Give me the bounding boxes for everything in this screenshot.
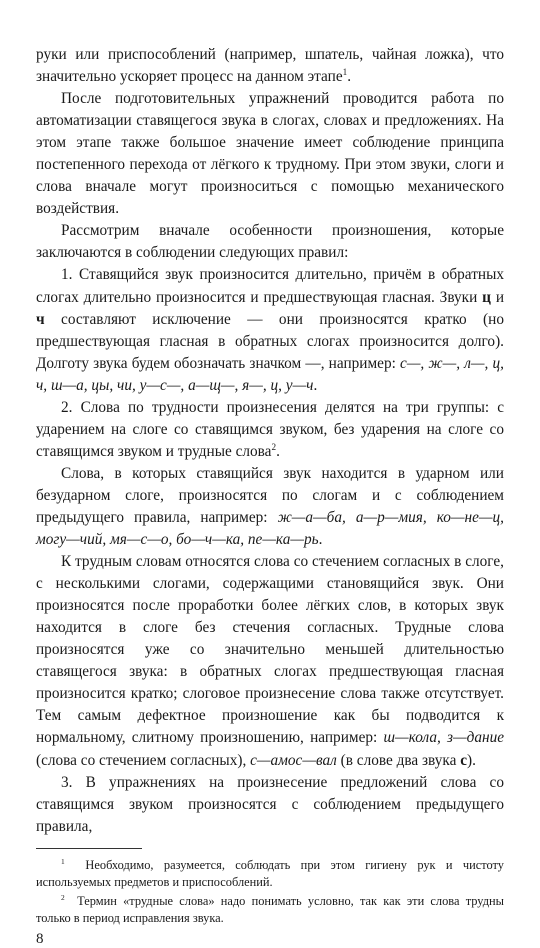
footnote-ref-2: 2 xyxy=(271,441,277,452)
example-hard-words: ш—кола, з—дание xyxy=(383,729,505,747)
rule-2: 2. Слова по трудности произнесения делятся на три группы: с ударением на слоге со ставящимся звуком, без ударения на слоге со ставящимся звуком и трудные слова$^2$. xyxy=(36,398,504,460)
footnote-ref-1: 1 xyxy=(342,66,348,77)
example-sounds: с—, ж—, л—, ц, ч, ш—а, цы, чи, у—с—, а—щ—, я—, ц, у—ч xyxy=(36,354,504,394)
paragraph-1: руки или приспособлений (например, шпатель, чайная ложка), что значительно ускоряет процесс на данном этапе$^1$. xyxy=(36,46,504,86)
page-number: 8 xyxy=(36,930,44,947)
paragraph-6: Слова, в которых ставящийся звук находится в ударном или безударном слоге, произносятся по слогам и с соблюдением предыдущего правила, например: ж—а—ба, а—р—мия, ко—не—ц, могу—чий, мя—с—о, бо—ч—ка, пе—ка—рь. xyxy=(36,464,504,549)
example-hard-word-2: с—амос—вал xyxy=(250,751,337,769)
rule-1: 1. Ставящийся звук произносится длительно, причём в обратных слогах длительно произносится и предшествующая гласная. Звуки ц и ч составляют исключение — они произносятся кратко (но предшествующая гласная в обратных слогах произносится долго). Долготу звука будем обозначать значком —, например: с—, ж—, л—, ц, ч, ш—а, цы, чи, у—с—, а—щ—, я—, ц, у—ч. xyxy=(36,266,505,394)
paragraph-7: К трудным словам относятся слова со стечением согласных в слоге, с несколькими слогами, содержащими становящийся звук. Они произносятся после проработки более лёгких слов, в которых звук находится в слоге без стечения согласных. Трудные слова произносятся уже со значительно меньшей длительностью ставящегося звука: в обратных слогах предшествующая гласная произносится кратко; слоговое произнесение слова также отсутствует. Тем самым дефектное произношение как бы подводится к нормальному, слитному произношению, например: ш—кола, з—дание (слова со стечением согласных), с—амос—вал (в слове два звука с). xyxy=(36,553,505,769)
paragraph-3: Рассмотрим вначале особенности произношения, которые заключаются в соблюдении следующих правил: xyxy=(36,222,504,262)
rule-3: 3. В упражнениях на произнесение предложений слова со ставящимся звуком произносятся с соблюдением предыдущего правила, xyxy=(36,773,504,835)
footnote-divider xyxy=(36,848,142,849)
paragraph-2: После подготовительных упражнений проводится работа по автоматизации ставящегося звука в слогах, словах и предложениях. На этом этапе также большое значение имеет соблюдение принципа постепенного перехода от лёгкого к трудному. При этом звуки, слоги и слова вначале могут произноситься с помощью механического воздействия. xyxy=(36,90,504,218)
page-body xyxy=(36,44,504,948)
example-words: ж—а—ба, а—р—мия, ко—не—ц, могу—чий, мя—с—о, бо—ч—ка, пе—ка—рь xyxy=(36,508,504,549)
footnote-2: $^2$ Термин «трудные слова» надо понимать условно, так как эти слова трудны только в период исправления звука. xyxy=(36,892,504,925)
footnote-1: $^1$ Необходимо, разумеется, соблюдать при этом гигиену рук и чистоту используемых предметов и приспособлений. xyxy=(36,856,504,889)
